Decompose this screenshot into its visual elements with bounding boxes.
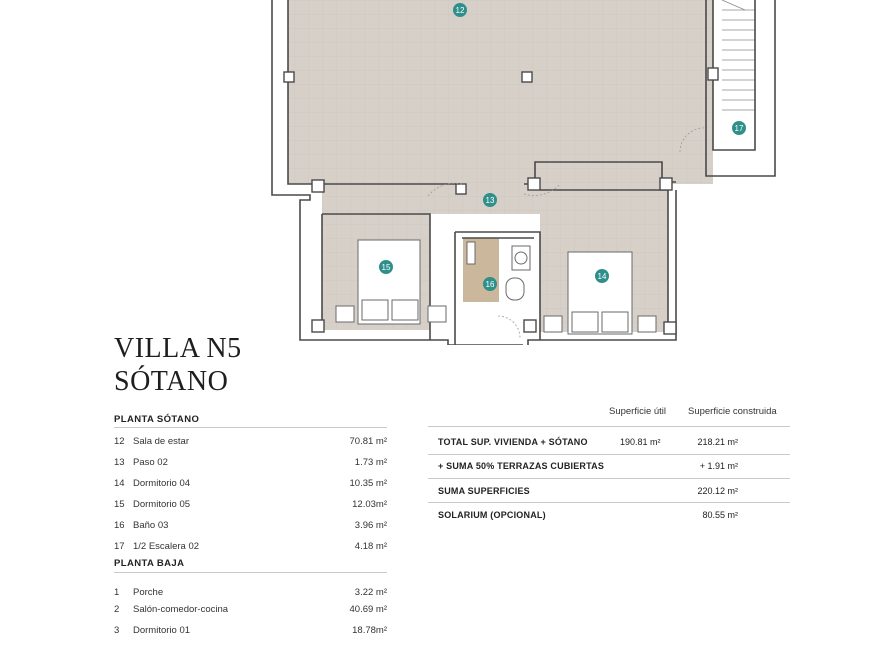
room-row — [114, 604, 387, 624]
room-area: 1.73 m² — [354, 457, 387, 468]
surface-label: SOLARIUM (OPCIONAL) — [438, 510, 546, 520]
living-room-floor — [288, 0, 713, 184]
room-number: 15 — [114, 499, 125, 510]
divider — [428, 454, 790, 455]
divider — [114, 572, 387, 573]
section-planta-baja: PLANTA BAJA — [114, 558, 185, 569]
room-number: 16 — [114, 520, 125, 531]
room-area: 4.18 m² — [354, 541, 387, 552]
room-name: Baño 03 — [133, 520, 169, 531]
marker-16: 16 — [485, 280, 495, 289]
room-row — [114, 478, 387, 498]
room-name: Dormitorio 04 — [133, 478, 191, 489]
room-number: 1 — [114, 587, 120, 598]
floor-title: SÓTANO — [114, 366, 229, 397]
room-name: Dormitorio 01 — [133, 625, 191, 636]
villa-title: VILLA N5 — [114, 333, 242, 364]
room-number: 13 — [114, 457, 125, 468]
room-row — [114, 520, 387, 540]
room-area: 40.69 m² — [349, 604, 387, 615]
room-row — [114, 457, 387, 477]
room-area: 12.03m² — [352, 499, 387, 510]
divider — [114, 427, 387, 428]
section-planta-sotano: PLANTA SÓTANO — [114, 414, 200, 425]
surface-row — [438, 510, 790, 530]
header-superficie-util: Superficie útil — [609, 406, 667, 417]
room-number: 12 — [114, 436, 125, 447]
surface-construida: + 1.91 m² — [699, 461, 738, 471]
surface-label: TOTAL SUP. VIVIENDA + SÓTANO — [438, 437, 588, 447]
divider — [428, 478, 790, 479]
room-area: 10.35 m² — [349, 478, 387, 489]
room-row — [114, 625, 387, 645]
room-area: 70.81 m² — [349, 436, 387, 447]
marker-15: 15 — [381, 263, 391, 272]
room-name: Sala de estar — [133, 436, 189, 447]
marker-14: 14 — [597, 272, 607, 281]
room-name: 1/2 Escalera 02 — [133, 541, 200, 552]
room-name: Paso 02 — [133, 457, 168, 468]
marker-17: 17 — [734, 124, 744, 133]
surface-construida: 220.12 m² — [697, 486, 738, 496]
room-area: 3.22 m² — [354, 587, 387, 598]
room-name: Salón-comedor-cocina — [133, 604, 229, 615]
surface-row — [438, 486, 790, 506]
room-number: 2 — [114, 604, 120, 615]
room-row — [114, 436, 387, 456]
surface-construida: 218.21 m² — [697, 437, 738, 447]
divider — [428, 502, 790, 503]
room-area: 3.96 m² — [354, 520, 387, 531]
surface-util: 190.81 m² — [620, 437, 661, 447]
surface-label: + SUMA 50% TERRAZAS CUBIERTAS — [438, 461, 605, 471]
room-number: 17 — [114, 541, 125, 552]
marker-12: 12 — [455, 6, 465, 15]
divider — [428, 426, 790, 427]
marker-13: 13 — [485, 196, 495, 205]
header-superficie-construida: Superficie construida — [688, 406, 777, 417]
room-row — [114, 499, 387, 519]
surface-label: SUMA SUPERFICIES — [438, 486, 530, 496]
bathroom-shower — [463, 302, 499, 338]
room-name: Dormitorio 05 — [133, 499, 191, 510]
room-name: Porche — [133, 587, 164, 598]
surface-construida: 80.55 m² — [702, 510, 738, 520]
room-area: 18.78m² — [352, 625, 387, 636]
room-number: 3 — [114, 625, 120, 636]
room-number: 14 — [114, 478, 125, 489]
